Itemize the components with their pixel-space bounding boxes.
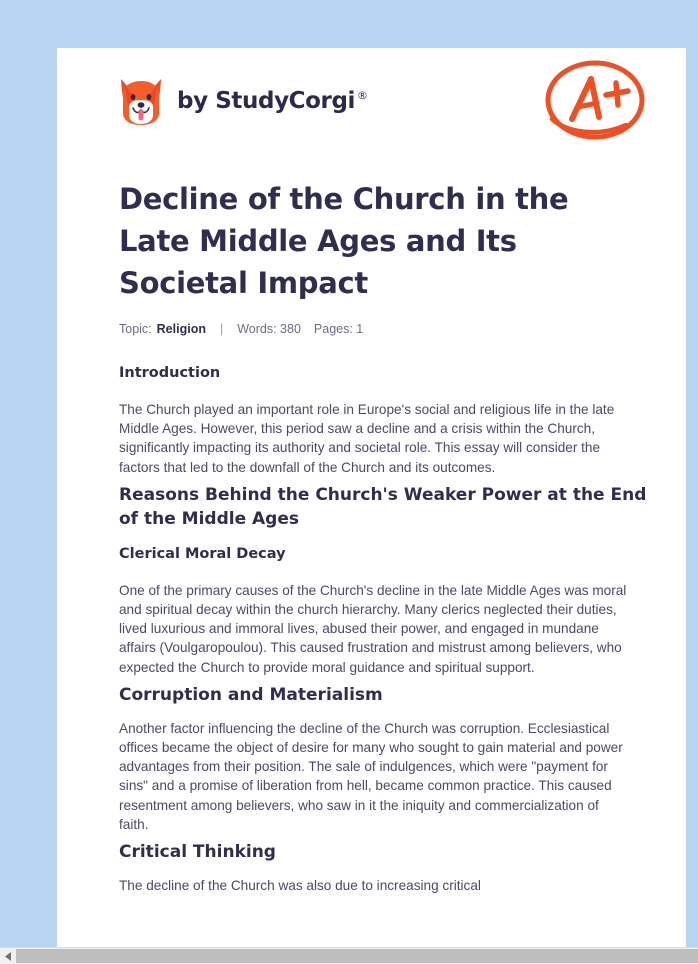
brand-lockup [119, 75, 368, 127]
scrollbar-track[interactable] [16, 948, 698, 964]
horizontal-scrollbar[interactable] [0, 947, 698, 964]
scrollbar-thumb[interactable] [16, 949, 698, 963]
section-heading-corruption-and-materialism: Corruption and Materialism [119, 684, 383, 705]
brand-name [177, 88, 368, 114]
document-header [119, 48, 648, 148]
section-heading-clerical-moral-decay: Clerical Moral Decay [119, 545, 286, 562]
topic-value[interactable]: Religion [156, 322, 206, 336]
section-paragraph: The decline of the Church was also due to increasing critical [119, 878, 481, 894]
corgi-dog-face-icon [119, 75, 163, 127]
scroll-left-button[interactable] [0, 948, 16, 964]
meta-separator: | [219, 322, 224, 336]
word-count: Words: 380 [237, 322, 301, 336]
page-count: Pages: 1 [313, 322, 364, 336]
triangle-left-icon [5, 952, 12, 961]
brand-prefix: by [177, 88, 216, 114]
document-meta [119, 322, 648, 336]
document-page [57, 48, 686, 956]
document-body [119, 362, 648, 895]
page-title: Decline of the Church in the Late Middle Ages and Its Societal Impact [119, 182, 569, 300]
topic-label: Topic: [119, 322, 152, 336]
brand-title: StudyCorgi [215, 88, 356, 114]
section-heading-introduction: Introduction [119, 365, 221, 381]
registered-mark: ® [357, 89, 368, 103]
section-heading-critical-thinking: Critical Thinking [119, 842, 276, 863]
a-plus-grade-badge-icon [542, 57, 648, 145]
section-paragraph: One of the primary causes of the Church's decline in the late Middle Ages was moral and spiritual decay within the church hierarchy. Many clerics neglected their duties, lived luxurious and immoral lives, abused their power, and engaged in mundane affairs (Voulgaropoulou). This caused frustration and mistrust among believers, who expected the Church to provide moral guidance and spiritual support. [119, 582, 627, 675]
section-paragraph: The Church played an important role in Europe's social and religious life in the late Middle Ages. However, this period saw a decline and a crisis within the Church, significantly impacting its authority and societal role. This essay will consider the factors that led to the downfall of the Church and its outcomes. [119, 402, 615, 475]
section-paragraph: Another factor influencing the decline of the Church was corruption. Ecclesiastical offices became the object of desire for many who sought to gain material and power advantages from their position. The sale of indulgences, which were "payment for sins" and a promise of liberation from hell, became common practice. This caused resentment among believers, who saw in it the iniquity and commercialization of faith. [119, 720, 623, 832]
section-heading-reasons-behind-weaker-power: Reasons Behind the Church's Weaker Power at the End of the Middle Ages [119, 484, 647, 529]
